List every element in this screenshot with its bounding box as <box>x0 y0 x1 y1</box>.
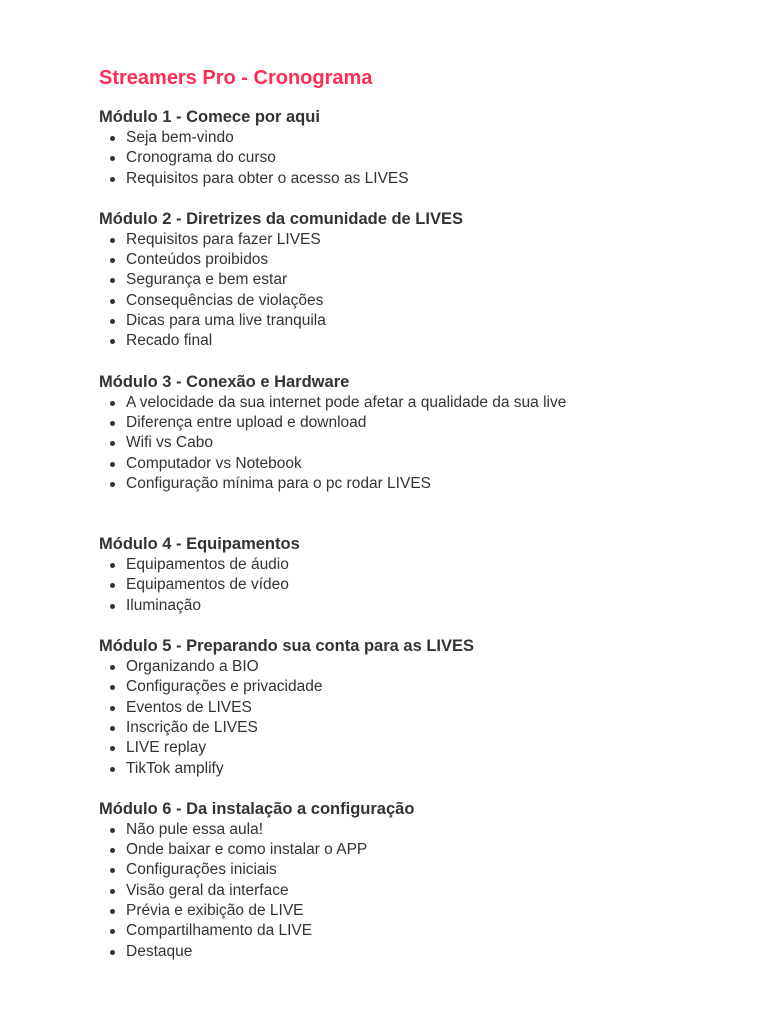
list-item <box>99 677 739 697</box>
bullet-icon <box>110 868 115 873</box>
bullet-icon <box>110 665 115 670</box>
list-item <box>99 128 739 148</box>
list-item-label: Eventos de LIVES <box>126 698 252 716</box>
module-title: Módulo 4 - Equipamentos <box>99 535 300 554</box>
bullet-icon <box>110 299 115 304</box>
list-item <box>99 738 739 758</box>
bullet-icon <box>110 462 115 467</box>
bullet-icon <box>110 583 115 588</box>
bullet-icon <box>110 482 115 487</box>
bullet-icon <box>110 238 115 243</box>
bullet-icon <box>110 563 115 568</box>
bullet-icon <box>110 258 115 263</box>
list-item-label: Seja bem-vindo <box>126 129 234 146</box>
module-item-list <box>99 820 739 962</box>
bullet-icon <box>110 889 115 894</box>
list-item <box>99 148 739 168</box>
list-item <box>99 433 739 453</box>
bullet-icon <box>110 319 115 324</box>
list-item-label: Computador vs Notebook <box>126 454 302 472</box>
bullet-icon <box>110 136 115 141</box>
list-item-label: Prévia e exibição de LIVE <box>126 902 304 920</box>
list-item-label: Inscrição de LIVES <box>126 718 258 736</box>
list-item-label: Configuração mínima para o pc rodar LIVES <box>126 474 431 492</box>
list-item <box>99 555 739 575</box>
module-section <box>99 798 739 962</box>
module-title: Módulo 3 - Conexão e Hardware <box>99 372 350 391</box>
module-item-list <box>99 657 739 779</box>
bullet-icon <box>110 950 115 955</box>
list-item <box>99 393 739 413</box>
list-item <box>99 881 739 901</box>
list-item-label: Requisitos para obter o acesso as LIVES <box>126 169 409 187</box>
list-item-label: Configurações e privacidade <box>126 678 323 696</box>
list-item-label: Dicas para uma live tranquila <box>126 312 326 330</box>
list-item <box>99 230 739 250</box>
list-item-label: Segurança e bem estar <box>126 271 288 289</box>
module-item-list <box>99 230 739 352</box>
list-item-label: Organizando a BIO <box>126 658 259 676</box>
list-item-label: Cronograma do curso <box>126 149 276 167</box>
module-item-list <box>99 128 739 189</box>
list-item <box>99 454 739 474</box>
bullet-icon <box>110 828 115 833</box>
module-item-list <box>99 555 739 616</box>
module-title: Módulo 1 - Comece por aqui <box>99 108 320 126</box>
document-page <box>99 64 739 962</box>
bullet-icon <box>110 929 115 934</box>
list-item-label: Configurações iniciais <box>126 861 277 879</box>
list-item-label: Equipamentos de áudio <box>126 556 289 574</box>
bullet-icon <box>110 278 115 283</box>
bullet-icon <box>110 909 115 914</box>
list-item <box>99 921 739 941</box>
module-section <box>99 208 739 352</box>
section-spacer <box>99 616 739 635</box>
list-item-label: Onde baixar e como instalar o APP <box>126 841 368 859</box>
list-item <box>99 820 739 840</box>
list-item <box>99 291 739 311</box>
bullet-icon <box>110 401 115 406</box>
list-item <box>99 942 739 962</box>
bullet-icon <box>110 685 115 690</box>
bullet-icon <box>110 177 115 182</box>
list-item <box>99 718 739 738</box>
module-list-container <box>99 106 739 962</box>
list-item-label: Conteúdos proibidos <box>126 251 269 269</box>
list-item <box>99 759 739 779</box>
bullet-icon <box>110 746 115 751</box>
list-item-label: Destaque <box>126 942 193 960</box>
list-item <box>99 169 739 189</box>
section-spacer <box>99 494 739 533</box>
bullet-icon <box>110 421 115 426</box>
list-item-label: LIVE replay <box>126 739 207 757</box>
bullet-icon <box>110 156 115 161</box>
list-item <box>99 596 739 616</box>
module-section <box>99 635 739 779</box>
list-item <box>99 575 739 595</box>
bullet-icon <box>110 706 115 711</box>
list-item-label: Diferença entre upload e download <box>126 413 367 431</box>
module-section <box>99 371 739 494</box>
list-item <box>99 860 739 880</box>
list-item-label: Visão geral da interface <box>126 881 289 899</box>
list-item-label: Requisitos para fazer LIVES <box>126 230 321 248</box>
module-section <box>99 106 739 189</box>
list-item <box>99 413 739 433</box>
list-item <box>99 270 739 290</box>
list-item <box>99 250 739 270</box>
list-item-label: A velocidade da sua internet pode afetar a qualidade da sua live <box>126 393 567 411</box>
module-title: Módulo 6 - Da instalação a configuração <box>99 799 415 818</box>
list-item <box>99 331 739 351</box>
list-item-label: TikTok amplify <box>126 759 224 777</box>
bullet-icon <box>110 604 115 609</box>
list-item <box>99 840 739 860</box>
list-item <box>99 698 739 718</box>
list-item-label: Recado final <box>126 332 213 350</box>
bullet-icon <box>110 767 115 772</box>
list-item <box>99 474 739 494</box>
module-section <box>99 533 739 616</box>
bullet-icon <box>110 726 115 731</box>
module-title: Módulo 2 - Diretrizes da comunidade de LIVES <box>99 209 463 228</box>
list-item-label: Compartilhamento da LIVE <box>126 922 313 940</box>
list-item-label: Iluminação <box>126 596 201 614</box>
module-title: Módulo 5 - Preparando sua conta para as LIVES <box>99 637 475 656</box>
list-item <box>99 657 739 677</box>
list-item-label: Wifi vs Cabo <box>126 434 213 452</box>
module-item-list <box>99 393 739 494</box>
section-spacer <box>99 189 739 208</box>
list-item <box>99 311 739 331</box>
bullet-icon <box>110 441 115 446</box>
section-spacer <box>99 352 739 371</box>
list-item-label: Não pule essa aula! <box>126 820 264 838</box>
section-spacer <box>99 779 739 798</box>
list-item-label: Equipamentos de vídeo <box>126 576 289 594</box>
bullet-icon <box>110 339 115 344</box>
list-item <box>99 901 739 921</box>
bullet-icon <box>110 848 115 853</box>
document-title: Streamers Pro - Cronograma <box>99 67 373 89</box>
list-item-label: Consequências de violações <box>126 291 324 309</box>
